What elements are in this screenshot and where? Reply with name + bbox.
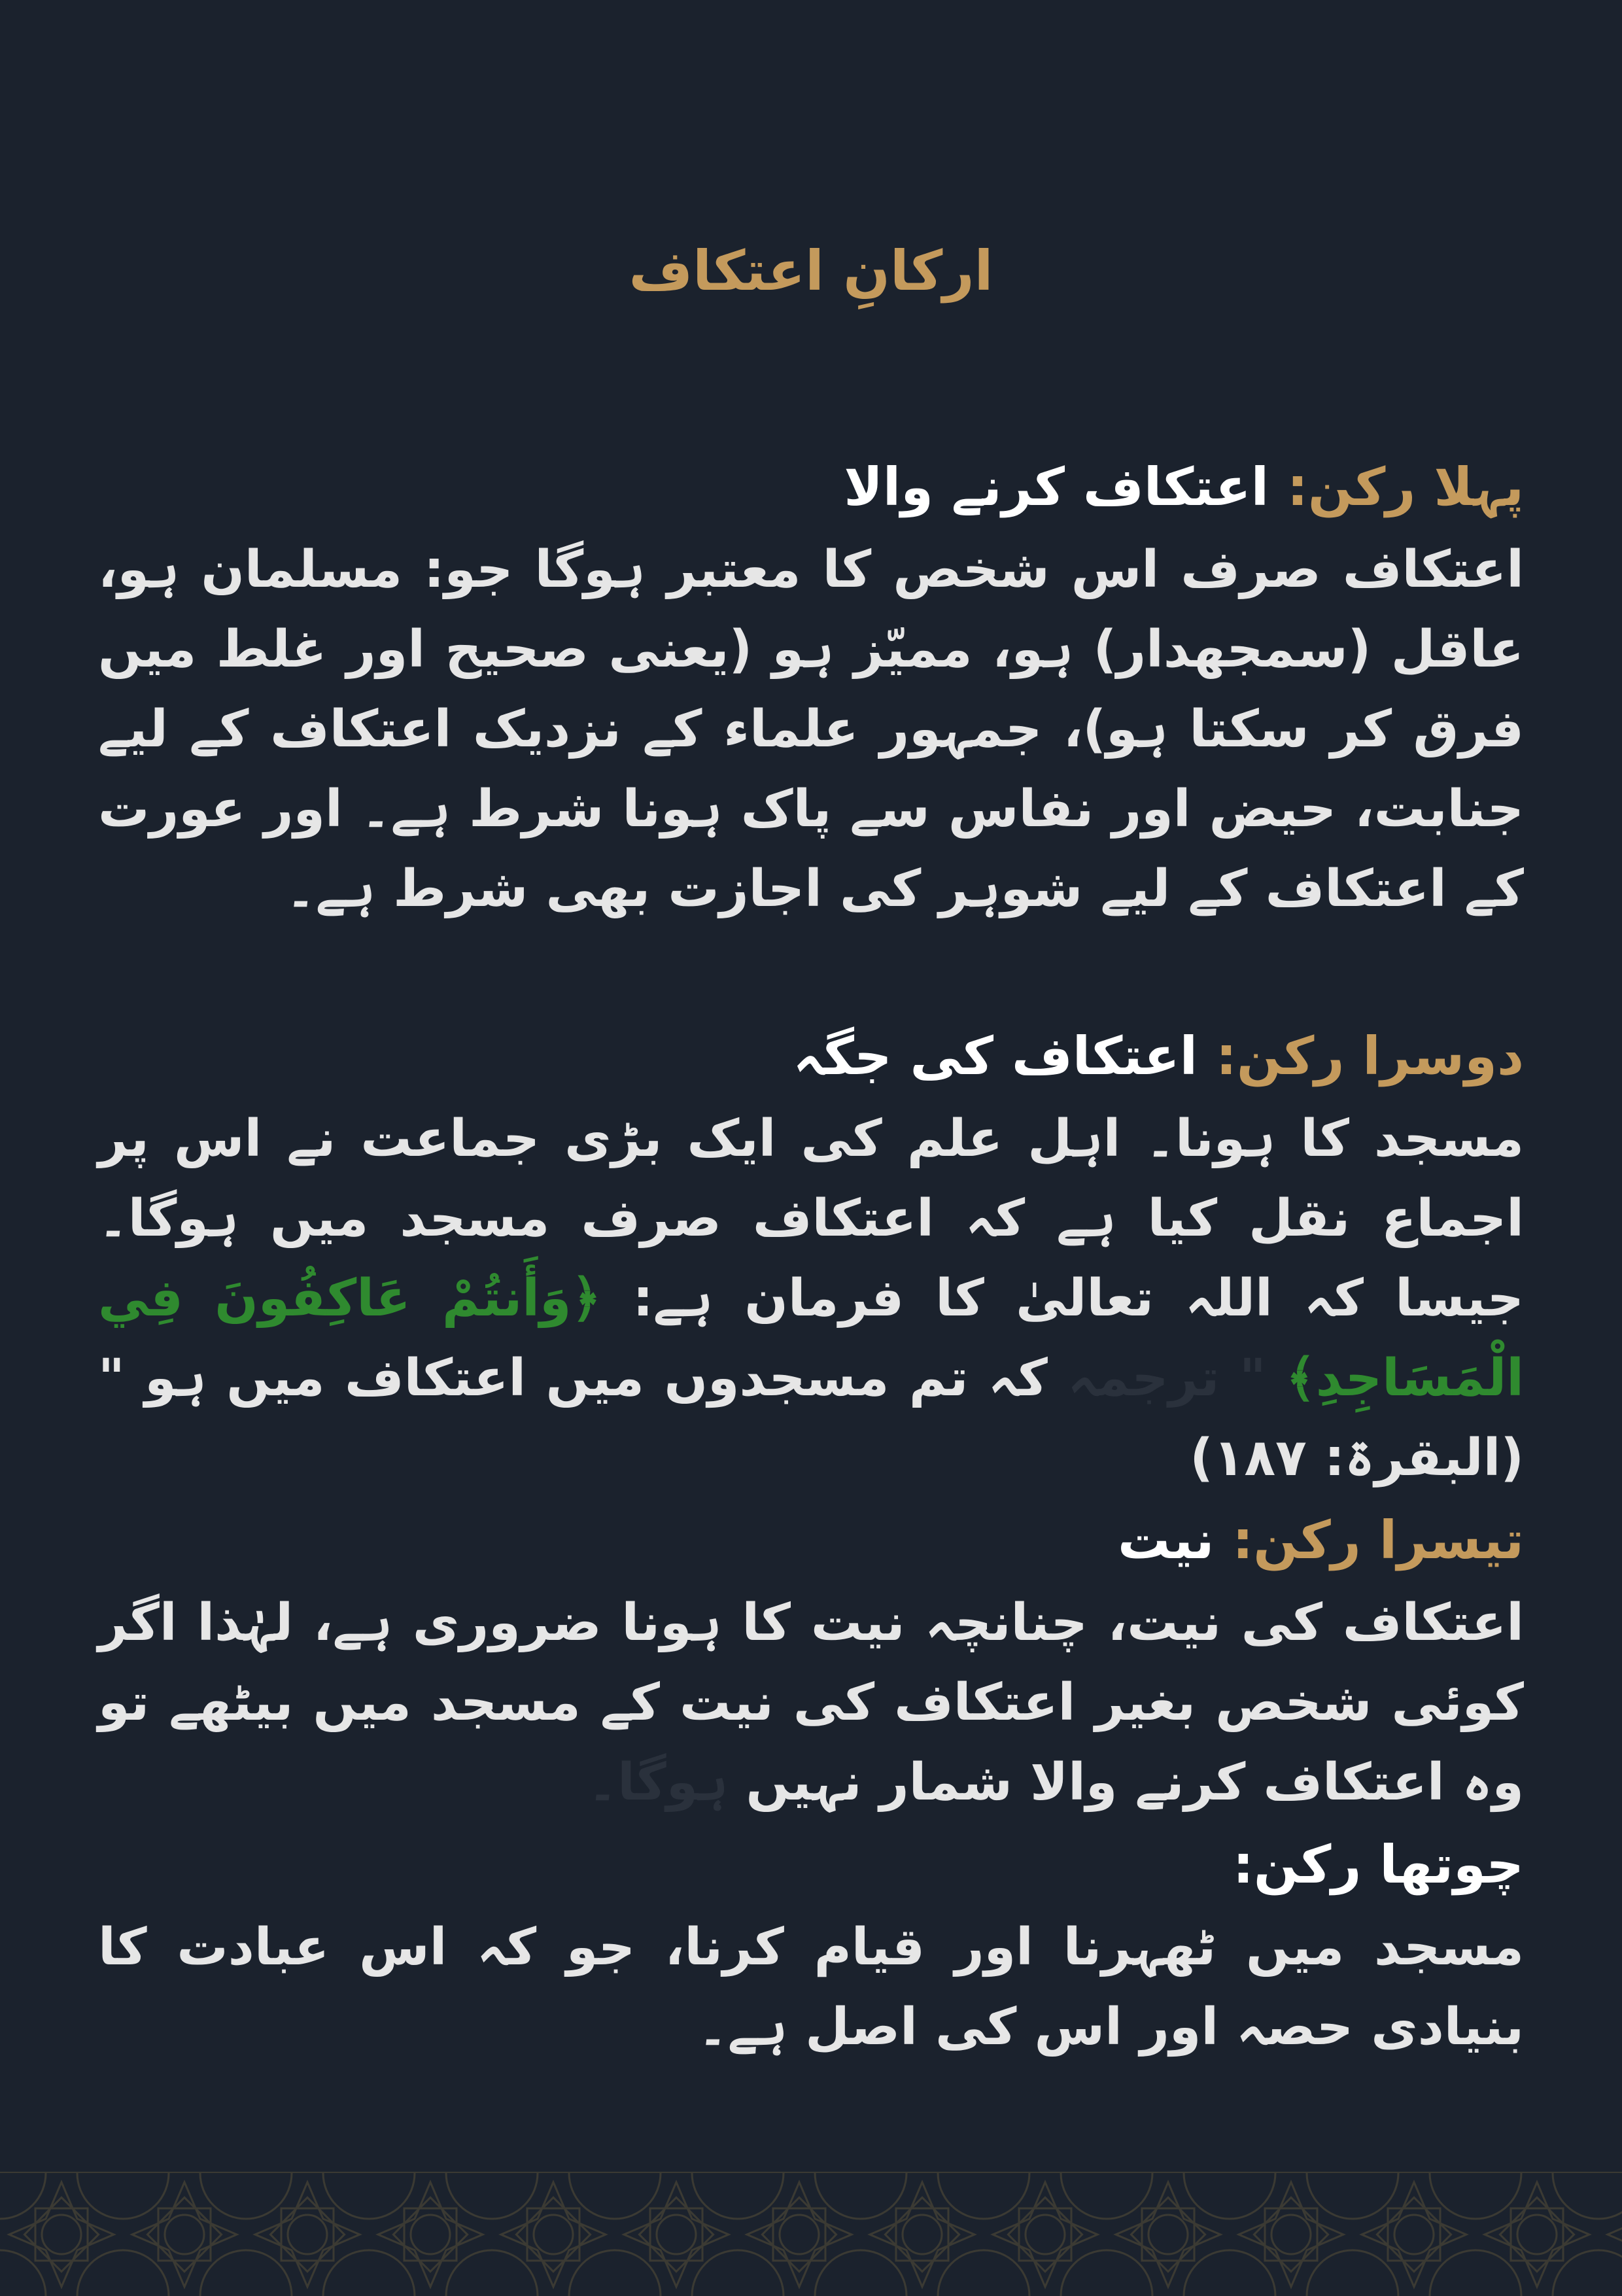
section-2-text-before: مسجد کا ہونا۔ اہل علم کی ایک بڑی جماعت نے اس پر اجماع نقل کیا ہے کہ اعتکاف صرف مسجد میں ہوگا۔ جیسا کہ اللہ تعالیٰ کا فرمان ہے: [98, 1109, 1524, 1328]
footer-pattern-icon [0, 2173, 1622, 2296]
section-1-heading [98, 445, 1524, 530]
page-title: ارکانِ اعتکاف [629, 239, 993, 303]
section-2-title: اعتکاف کی جگہ [793, 1026, 1198, 1087]
quran-verse: ﴿وَأَنتُمْ عَاكِفُونَ فِي الْمَسَاجِدِ﴾ [98, 1269, 1525, 1408]
document-body [98, 445, 1524, 2067]
section-2-heading [98, 1014, 1524, 1099]
footer-ornament-band [0, 2172, 1622, 2296]
section-3-heading [98, 1498, 1524, 1583]
section-2-text [98, 1099, 1524, 1498]
section-2-text-after: کہ تم مسجدوں میں اعتکاف میں ہو " (البقرۃ: ۱۸۷) [98, 1349, 1524, 1487]
section-3-body: اعتکاف کی نیت، چنانچہ نیت کا ہونا ضروری ہے، لہٰذا اگر کوئی شخص بغیر اعتکاف کی نیت کے مسجد میں بیٹھے تو وہ اعتکاف کرنے والا شمار نہیں [98, 1593, 1524, 1812]
section-3-title: نیت [1118, 1510, 1215, 1571]
section-4-heading [98, 1822, 1524, 1907]
section-spacer [98, 929, 1524, 1014]
section-1-text: اعتکاف صرف اس شخص کا معتبر ہوگا جو: مسلمان ہو، عاقل (سمجھدار) ہو، ممیّز ہو (یعنی صحیح اور غلط میں فرق کر سکتا ہو)، جمہور علماء کے نزدیک اعتکاف کے لیے جنابت، حیض اور نفاس سے پاک ہونا شرط ہے۔ اور عورت کے اعتکاف کے لیے شوہر کی اجازت بھی شرط ہے۔ [98, 540, 1524, 918]
section-3-label: تیسرا رکن: [1232, 1510, 1524, 1571]
section-3-faint-tail: ہوگا۔ [587, 1753, 729, 1812]
section-1-title: اعتکاف کرنے والا [844, 457, 1269, 517]
section-1-label: پہلا رکن: [1286, 457, 1524, 517]
section-4-text: مسجد میں ٹھہرنا اور قیام کرنا، جو کہ اس عبادت کا بنیادی حصہ اور اس کی اصل ہے۔ [98, 1918, 1524, 2057]
section-4-title: چوتھا رکن: [1232, 1834, 1524, 1895]
faint-translation-marker: " ترجمہ [1067, 1349, 1266, 1408]
section-2-label: دوسرا رکن: [1215, 1026, 1524, 1087]
section-3-text [98, 1583, 1524, 1822]
